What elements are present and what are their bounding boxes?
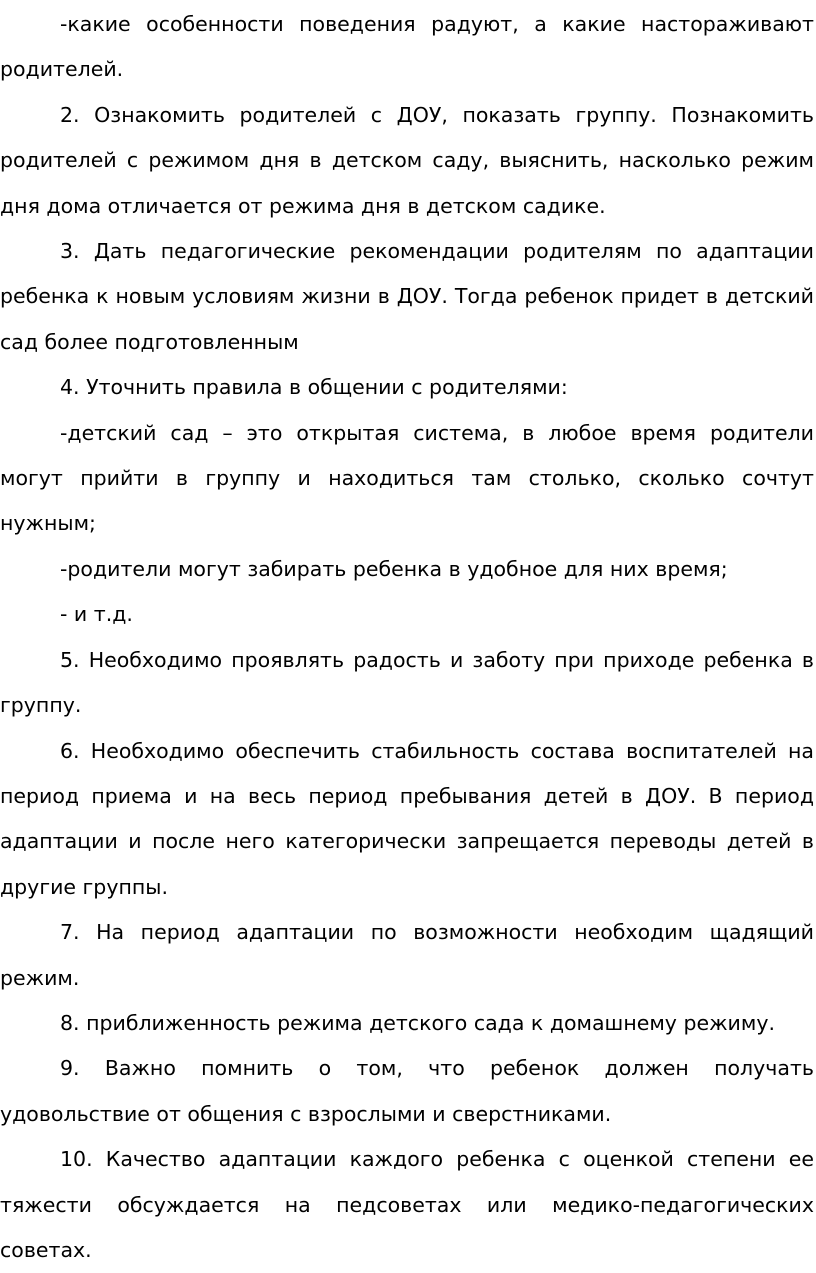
paragraph-parent-behavior: -какие особенности поведения радуют, а какие настораживают родителей. xyxy=(0,12,814,82)
paragraph-item-2: 2. Ознакомить родителей с ДОУ, показать группу. Познакомить родителей с режимом дня в детском саду, выяснить, насколько режим дня дома отличается от режима дня в детском садике. xyxy=(0,102,814,218)
paragraph-item-7: 7. На период адаптации по возможности необходим щадящий режим. xyxy=(0,920,814,990)
paragraph-item-3: 3. Дать педагогические рекомендации родителям по адаптации ребенка к новым условиям жизни в ДОУ. Тогда ребенок придет в детский сад более подготовленным xyxy=(0,239,814,354)
paragraph-etc: - и т.д. xyxy=(60,602,133,627)
paragraph-item-9: 9. Важно помнить о том, что ребенок должен получать удовольствие от общения с взрослыми и сверстниками. xyxy=(0,1056,814,1126)
paragraph-item-5: 5. Необходимо проявлять радость и заботу при приходе ребенка в группу. xyxy=(0,647,814,718)
paragraph-item-8: 8. приближенность режима детского сада к домашнему режиму. xyxy=(60,1010,775,1035)
paragraph-pickup-time: -родители могут забирать ребенка в удобное для них время; xyxy=(60,556,728,581)
paragraph-item-6: 6. Необходимо обеспечить стабильность состава воспитателей на период приема и на весь период пребывания детей в ДОУ. В период адаптации и после него категорически запрещается переводы детей в другие группы. xyxy=(0,738,814,899)
paragraph-item-10: 10. Качество адаптации каждого ребенка с оценкой степени ее тяжести обсуждается на педсоветах или медико-педагогических советах. xyxy=(0,1147,814,1262)
paragraph-open-system: -детский сад – это открытая система, в любое время родители могут прийти в группу и находиться там столько, сколько сочтут нужным; xyxy=(0,420,814,536)
paragraph-item-4: 4. Уточнить правила в общении с родителями: xyxy=(60,375,568,400)
